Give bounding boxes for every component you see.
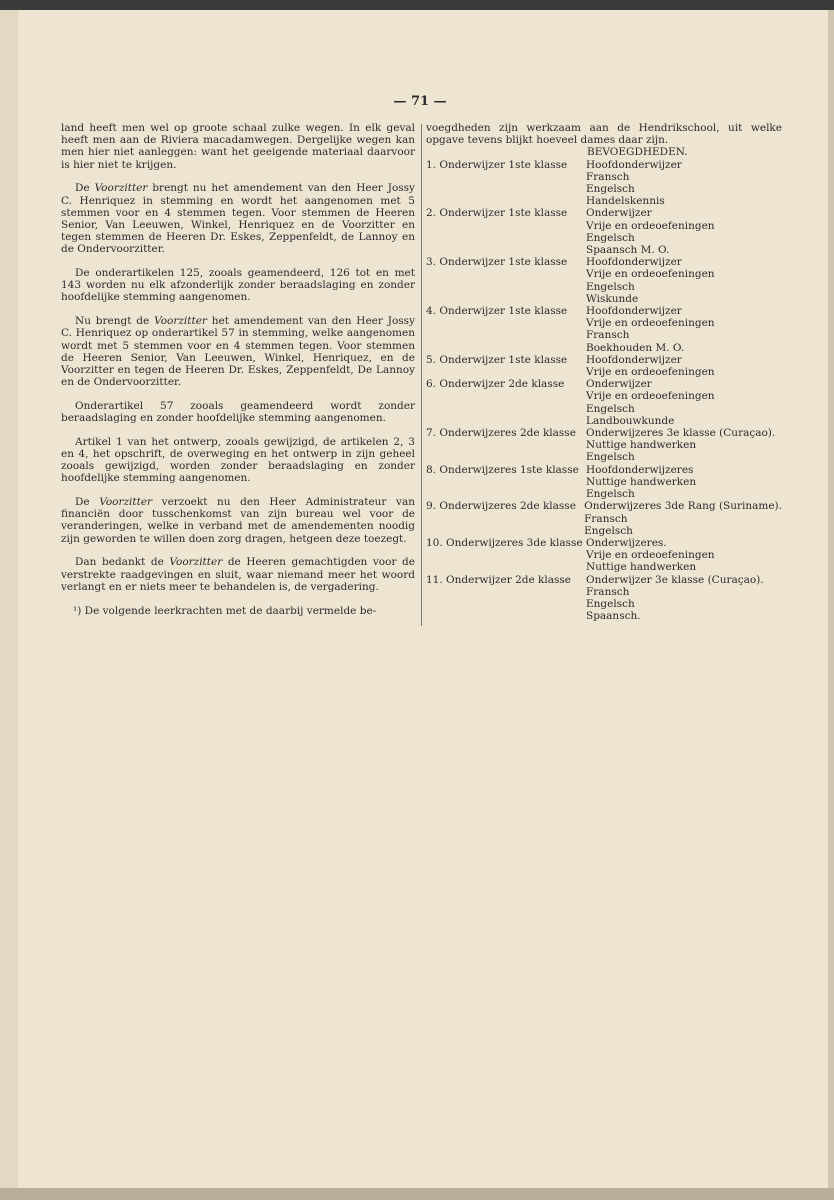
- qualification-item: Fransch: [586, 170, 630, 183]
- teacher-rank: 3. Onderwijzer 1ste klasse: [426, 256, 568, 269]
- qualification-item: Nuttige handwerken: [586, 439, 697, 452]
- qualification-item: Hoofdonderwijzer: [586, 353, 682, 366]
- qualification-list: [586, 159, 782, 208]
- qualification-item: Nuttige handwerken: [586, 561, 697, 574]
- qualification-item: Hoofdonderwijzeres: [586, 463, 694, 476]
- teacher-rank: 2. Onderwijzer 1ste klasse: [426, 207, 568, 220]
- qualification-item: Engelsch: [586, 183, 635, 196]
- qualification-item: Vrije en ordeoefeningen: [586, 366, 715, 379]
- qualification-item: Engelsch: [586, 280, 635, 293]
- teacher-entry: [426, 305, 782, 354]
- qualification-item: Vrije en ordeoefeningen: [586, 317, 715, 330]
- teacher-list: [426, 159, 782, 623]
- speaker-name: Voorzitter: [99, 496, 153, 509]
- qualifications-heading: BEVOEGDHEDEN.: [587, 146, 688, 159]
- teacher-entry: [426, 500, 782, 537]
- paragraph-7: De Voorzitter verzoekt nu den Heer Administrateur van financiën door tusschenkomst van zijn bureau wel voor de veranderingen, welke in verband met de amendementen noodig zijn geworden te willen doen zorg dragen, hetgeen deze toezegt.: [61, 496, 415, 545]
- teacher-entry: [426, 427, 782, 464]
- qualification-item: Vrije en ordeoefeningen: [586, 219, 715, 232]
- qualification-item: Spaansch.: [586, 610, 641, 623]
- qualification-item: Engelsch: [586, 231, 635, 244]
- qualification-item: Onderwijzer 3e klasse (Curaçao).: [586, 573, 764, 586]
- scan-left-edge: [0, 10, 18, 1200]
- left-column: [61, 122, 415, 628]
- teacher-entry: [426, 464, 782, 501]
- qualification-item: Engelsch: [586, 402, 635, 415]
- qualification-item: Engelsch: [586, 488, 635, 501]
- scan-top-border: [0, 0, 834, 10]
- paragraph-1: land heeft men wel op groote schaal zulke wegen. In elk geval heeft men aan de Riviera macadamwegen. Dergelijke wegen kan men hier niet aanleggen: want het geeigende materiaal daarvoor is hier niet te krijgen.: [61, 122, 415, 171]
- qualification-list: [586, 378, 782, 427]
- scan-bottom-edge: [0, 1188, 834, 1200]
- teacher-entry: [426, 574, 782, 623]
- footnote-mark: ¹): [73, 604, 82, 617]
- qualification-item: Hoofdonderwijzer: [586, 305, 682, 318]
- teacher-rank: 11. Onderwijzer 2de klasse: [426, 573, 571, 586]
- qualification-item: Onderwijzer: [586, 378, 652, 391]
- teacher-entry: [426, 378, 782, 427]
- qualification-item: Handelskennis: [586, 195, 665, 208]
- qualification-item: Boekhouden M. O.: [586, 341, 685, 354]
- teacher-rank: 7. Onderwijzeres 2de klasse: [426, 427, 576, 440]
- teacher-rank: 8. Onderwijzeres 1ste klasse: [426, 463, 579, 476]
- teacher-rank: 5. Onderwijzer 1ste klasse: [426, 353, 568, 366]
- qualification-item: Onderwijzeres 3e klasse (Curaçao).: [586, 427, 776, 440]
- teacher-rank: 6. Onderwijzer 2de klasse: [426, 378, 565, 391]
- paragraph-4: Nu brengt de Voorzitter het amendement van den Heer Jossy C. Henriquez op onderartikel 57 in stemming, welke aangenomen wordt met 5 stemmen voor en 4 stemmen tegen. Voor stemmen de Heeren Senior, Van Leeuwen, Winkel, Henriquez, en de Voorzitter en tegen de Heeren Dr. Eskes, Zeppenfeldt, De Lannoy en de Ondervoorzitter.: [61, 315, 415, 389]
- qualification-list: [586, 207, 782, 256]
- paragraph-5: Onderartikel 57 zooals geamendeerd wordt zonder beraadslaging en zonder hoofdelijke stemming aangenomen.: [61, 399, 415, 425]
- teacher-entry: [426, 159, 782, 208]
- qualification-item: Vrije en ordeoefeningen: [586, 549, 715, 562]
- teacher-entry: [426, 354, 782, 378]
- qualification-list: [586, 256, 782, 305]
- qualification-item: Engelsch: [586, 451, 635, 464]
- page-number: — 71 —: [393, 94, 447, 109]
- qualification-item: Vrije en ordeoefeningen: [586, 390, 715, 403]
- qualification-item: Hoofdonderwijzer: [586, 158, 682, 171]
- qualification-item: Fransch: [584, 512, 628, 525]
- qualification-item: Hoofdonderwijzer: [586, 256, 682, 269]
- qualification-list: [586, 537, 782, 574]
- paragraph-3: De onderartikelen 125, zooals geamendeerd, 126 tot en met 143 worden nu elk afzonderlijk zonder beraadslaging en zonder hoofdelijke stemming aangenomen.: [61, 267, 415, 304]
- footnote: ¹) De volgende leerkrachten met de daarbij vermelde be-: [73, 604, 377, 617]
- teacher-rank: 1. Onderwijzer 1ste klasse: [426, 158, 568, 171]
- qualification-item: Onderwijzeres.: [586, 536, 667, 549]
- qualification-item: Spaansch M. O.: [586, 244, 670, 257]
- teacher-entry: [426, 207, 782, 256]
- qualification-item: Landbouwkunde: [586, 414, 675, 427]
- qualification-list: [584, 500, 782, 537]
- qualification-item: Fransch: [586, 585, 630, 598]
- column-divider: [421, 124, 422, 626]
- paragraph-6: Artikel 1 van het ontwerp, zooals gewijzigd, de artikelen 2, 3 en 4, het opschrift, de overweging en het ontwerp in zijn geheel zooals gewijzigd, worden zonder beraadslaging en zonder hoofdelijke stemming aangenomen.: [61, 435, 415, 485]
- teacher-rank: 9. Onderwijzeres 2de klasse: [426, 500, 576, 513]
- qualification-item: Engelsch: [586, 597, 635, 610]
- qualification-item: Engelsch: [584, 524, 633, 537]
- footnote-continuation: voegdheden zijn werkzaam aan de Hendrikschool, uit welke opgave tevens blijkt hoeveel dames daar zijn.: [426, 122, 782, 147]
- speaker-name: Voorzitter: [154, 315, 207, 328]
- speaker-name: Voorzitter: [169, 556, 223, 569]
- qualification-item: Onderwijzer: [586, 207, 652, 220]
- qualification-item: Fransch: [586, 329, 630, 342]
- scan-right-edge: [828, 10, 834, 1200]
- teacher-entry: [426, 537, 782, 574]
- qualification-item: Vrije en ordeoefeningen: [586, 268, 715, 281]
- teacher-rank: 10. Onderwijzeres 3de klasse: [426, 536, 583, 549]
- teacher-entry: [426, 256, 782, 305]
- qualification-item: Onderwijzeres 3de Rang (Suriname).: [584, 500, 782, 513]
- qualification-list: [586, 305, 782, 354]
- teacher-rank: 4. Onderwijzer 1ste klasse: [426, 305, 568, 318]
- paragraph-8: Dan bedankt de Voorzitter de Heeren gemachtigden voor de verstrekte raadgevingen en sluit, waar niemand meer het woord verlangt en er niets meer te behandelen is, de vergadering.: [61, 556, 415, 593]
- qualification-item: Wiskunde: [586, 292, 639, 305]
- qualification-list: [586, 574, 782, 623]
- qualification-item: Nuttige handwerken: [586, 475, 697, 488]
- right-column: [426, 122, 782, 622]
- paragraph-2: De Voorzitter brengt nu het amendement van den Heer Jossy C. Henriquez in stemming en wordt het aangenomen met 5 stemmen voor en 4 stemmen tegen. Voor stemmen de Heeren Senior, Van Leeuwen, Winkel, Henriquez en de Voorzitter en tegen stemmen de Heeren Dr. Eskes, Zeppenfeldt, de Lannoy en de Ondervoorzitter.: [61, 182, 415, 256]
- qualification-list: [586, 354, 782, 378]
- qualification-list: [586, 464, 782, 501]
- qualification-list: [586, 427, 782, 464]
- speaker-name: Voorzitter: [94, 182, 148, 195]
